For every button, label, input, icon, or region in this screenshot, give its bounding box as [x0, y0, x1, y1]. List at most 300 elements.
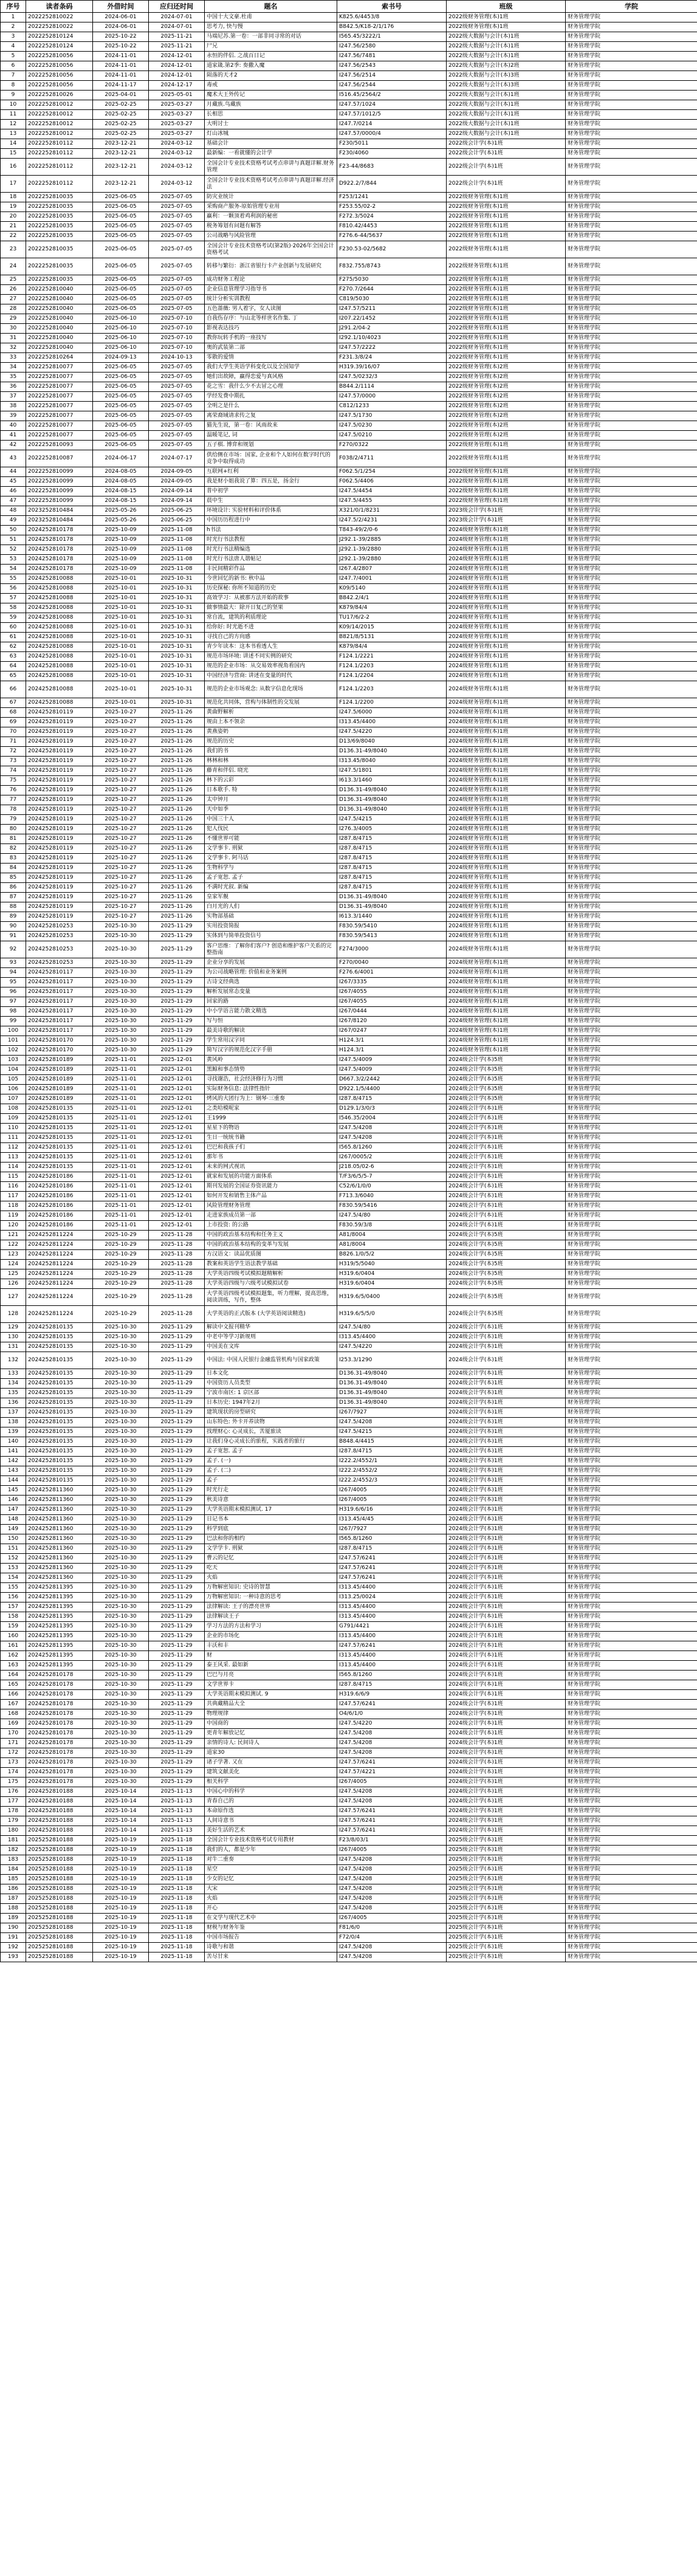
table-row	[1, 1065, 697, 1075]
cell-due-date: 2025-11-28	[149, 1231, 205, 1240]
table-row	[1, 516, 697, 526]
cell-title: 月藏族.鸟藏族	[205, 100, 337, 110]
table-row	[1, 1826, 697, 1836]
cell-loan-date: 2025-06-05	[93, 212, 149, 222]
table-row	[1, 652, 697, 662]
cell-due-date: 2024-03-12	[149, 159, 205, 176]
cell-college: 财务管理学院	[566, 1583, 697, 1593]
cell-due-date: 2024-03-12	[149, 176, 205, 193]
cell-reader-barcode: 2024252811395	[26, 1632, 93, 1641]
cell-due-date: 2025-11-29	[149, 978, 205, 987]
cell-call-number: F275/5030	[337, 275, 447, 285]
cell-due-date: 2025-11-28	[149, 1260, 205, 1269]
header-class: 班级	[447, 1, 566, 13]
cell-reader-barcode: 2024252810170	[26, 1036, 93, 1046]
cell-due-date: 2025-07-05	[149, 222, 205, 232]
cell-seq: 160	[1, 1632, 26, 1641]
cell-class: 2024级财务管理(本)1班	[447, 737, 566, 747]
cell-call-number: F230/4060	[337, 149, 447, 159]
cell-title: 不懂世界可能	[205, 834, 337, 844]
cell-title: 黑鲸和事态情势	[205, 1065, 337, 1075]
table-row	[1, 1418, 697, 1427]
cell-seq: 178	[1, 1807, 26, 1816]
cell-class: 2022级财务管理(本)1班	[447, 304, 566, 314]
cell-reader-barcode: 2024252810119	[26, 893, 93, 902]
cell-class: 2022级财务管理(本)2班	[447, 402, 566, 411]
cell-seq: 55	[1, 574, 26, 584]
cell-reader-barcode: 2022252810112	[26, 149, 93, 159]
cell-reader-barcode: 2024252811224	[26, 1279, 93, 1289]
cell-class: 2024级会计学(本)1班	[447, 1496, 566, 1505]
table-row	[1, 737, 697, 747]
cell-loan-date: 2025-10-30	[93, 1505, 149, 1515]
cell-title: 火焰	[205, 1573, 337, 1583]
cell-loan-date: 2025-06-05	[93, 411, 149, 421]
cell-call-number: I267/4055	[337, 987, 447, 997]
cell-seq: 87	[1, 893, 26, 902]
cell-reader-barcode: 2024252810178	[26, 526, 93, 535]
cell-seq: 104	[1, 1065, 26, 1075]
cell-call-number: I267/4005	[337, 1496, 447, 1505]
cell-title: 灯山冰城	[205, 129, 337, 139]
cell-college: 财务管理学院	[566, 516, 697, 526]
cell-class: 2024级会计学(本)5班	[447, 1085, 566, 1094]
cell-college: 财务管理学院	[566, 1739, 697, 1748]
cell-reader-barcode: 2024252810135	[26, 1133, 93, 1143]
cell-class: 2022级财务管理(本)1班	[447, 467, 566, 477]
cell-title: 大学英语四级考试模拟题精解析	[205, 1269, 337, 1279]
cell-loan-date: 2025-10-30	[93, 1593, 149, 1602]
table-row	[1, 1046, 697, 1056]
cell-reader-barcode: 2024252810119	[26, 805, 93, 815]
cell-loan-date: 2025-10-19	[93, 1884, 149, 1894]
cell-call-number: I247.5/1801	[337, 766, 447, 776]
cell-reader-barcode: 2024252811395	[26, 1651, 93, 1661]
cell-seq: 79	[1, 815, 26, 825]
table-row	[1, 232, 697, 241]
cell-loan-date: 2025-10-01	[93, 613, 149, 623]
cell-due-date: 2025-11-29	[149, 1447, 205, 1457]
cell-class: 2022级大数据与会计(本)1班	[447, 120, 566, 129]
cell-seq: 110	[1, 1124, 26, 1133]
cell-loan-date: 2025-06-05	[93, 304, 149, 314]
cell-reader-barcode: 2022252810026	[26, 91, 93, 100]
table-row	[1, 241, 697, 258]
cell-due-date: 2025-11-26	[149, 893, 205, 902]
cell-college: 财务管理学院	[566, 129, 697, 139]
cell-title: 物理规律	[205, 1709, 337, 1719]
cell-due-date: 2025-11-08	[149, 535, 205, 545]
cell-class: 2024级财务管理(本)1班	[447, 681, 566, 698]
cell-class: 2025级会计学(本)1班	[447, 1884, 566, 1894]
cell-class: 2024级会计学(本)5班	[447, 1279, 566, 1289]
cell-class: 2024级财务管理(本)1班	[447, 652, 566, 662]
cell-title: 全国会计专业技术资格考试(第2版)·2026年全国会计资格考试	[205, 241, 337, 258]
cell-loan-date: 2023-12-21	[93, 176, 149, 193]
cell-college: 财务管理学院	[566, 1943, 697, 1953]
cell-loan-date: 2025-10-27	[93, 708, 149, 718]
cell-loan-date: 2025-11-01	[93, 1201, 149, 1211]
cell-call-number: K825.6/4453/8	[337, 13, 447, 22]
cell-due-date: 2025-07-05	[149, 193, 205, 202]
cell-call-number: I287.8/4715	[337, 1680, 447, 1690]
cell-class: 2024级财务管理(本)1班	[447, 941, 566, 958]
cell-class: 2024级财务管理(本)1班	[447, 584, 566, 594]
cell-reader-barcode: 2024252811360	[26, 1554, 93, 1564]
cell-title: 巴巴与月亮	[205, 1671, 337, 1680]
cell-title: 中老中等学习新规则	[205, 1333, 337, 1342]
cell-due-date: 2025-03-27	[149, 129, 205, 139]
cell-due-date: 2025-07-05	[149, 373, 205, 382]
cell-due-date: 2024-03-12	[149, 149, 205, 159]
cell-reader-barcode: 2024252810135	[26, 1342, 93, 1352]
cell-due-date: 2025-11-26	[149, 727, 205, 737]
cell-loan-date: 2025-10-14	[93, 1797, 149, 1807]
cell-call-number: I247.5/4009	[337, 1056, 447, 1065]
cell-seq: 80	[1, 825, 26, 834]
cell-seq: 35	[1, 373, 26, 382]
cell-class: 2024级会计学(本)1班	[447, 1651, 566, 1661]
cell-title: 最美诗歌的解读	[205, 1026, 337, 1036]
cell-reader-barcode: 2024252810178	[26, 535, 93, 545]
cell-college: 财务管理学院	[566, 1525, 697, 1534]
table-row	[1, 1709, 697, 1719]
cell-loan-date: 2025-10-19	[93, 1923, 149, 1933]
cell-due-date: 2025-07-05	[149, 285, 205, 295]
cell-seq: 76	[1, 786, 26, 795]
cell-reader-barcode: 2024252810119	[26, 873, 93, 883]
cell-seq: 107	[1, 1094, 26, 1104]
cell-due-date: 2025-07-05	[149, 411, 205, 421]
cell-seq: 47	[1, 496, 26, 506]
cell-due-date: 2025-11-29	[149, 1690, 205, 1700]
cell-seq: 10	[1, 100, 26, 110]
cell-class: 2025级会计学(本)1班	[447, 1875, 566, 1884]
cell-seq: 11	[1, 110, 26, 120]
cell-title: 大学英语期末模拟测试. 17	[205, 1505, 337, 1515]
cell-reader-barcode: 2023252810484	[26, 516, 93, 526]
cell-call-number: I565.8/1260	[337, 1534, 447, 1544]
cell-title: 那年书	[205, 1153, 337, 1163]
cell-call-number: F276.6/4001	[337, 968, 447, 978]
cell-seq: 3	[1, 32, 26, 42]
cell-reader-barcode: 2024252810117	[26, 1007, 93, 1017]
cell-title: 日本文化	[205, 1369, 337, 1379]
cell-class: 2024级会计学(本)5班	[447, 1094, 566, 1104]
table-row	[1, 363, 697, 373]
cell-class: 2024级会计学(本)1班	[447, 1104, 566, 1114]
cell-seq: 136	[1, 1398, 26, 1408]
cell-class: 2024级财务管理(本)1班	[447, 795, 566, 805]
table-row	[1, 1807, 697, 1816]
cell-loan-date: 2025-10-30	[93, 1017, 149, 1026]
cell-seq: 62	[1, 642, 26, 652]
cell-loan-date: 2025-10-30	[93, 1680, 149, 1690]
cell-call-number: I313.45/4400	[337, 1651, 447, 1661]
cell-due-date: 2025-05-01	[149, 91, 205, 100]
cell-loan-date: 2025-06-10	[93, 343, 149, 353]
table-row	[1, 1114, 697, 1124]
cell-college: 财务管理学院	[566, 1342, 697, 1352]
cell-class: 2024级会计学(本)1班	[447, 1172, 566, 1182]
cell-due-date: 2025-11-29	[149, 1768, 205, 1777]
cell-seq: 20	[1, 212, 26, 222]
cell-loan-date: 2025-10-14	[93, 1826, 149, 1836]
cell-class: 2024级财务管理(本)1班	[447, 893, 566, 902]
cell-title: 环境设计: 实验材料和评价体系	[205, 506, 337, 516]
cell-loan-date: 2025-10-27	[93, 825, 149, 834]
table-row	[1, 1408, 697, 1418]
cell-reader-barcode: 2024252810119	[26, 795, 93, 805]
cell-class: 2024级会计学(本)1班	[447, 1211, 566, 1221]
cell-seq: 78	[1, 805, 26, 815]
cell-loan-date: 2025-10-01	[93, 603, 149, 613]
cell-reader-barcode: 2024252810178	[26, 1690, 93, 1700]
cell-call-number: T/F3/6/5/5-7	[337, 1172, 447, 1182]
cell-seq: 98	[1, 1007, 26, 1017]
cell-college: 财务管理学院	[566, 1855, 697, 1865]
cell-college: 财务管理学院	[566, 411, 697, 421]
table-row	[1, 1768, 697, 1777]
cell-loan-date: 2025-10-30	[93, 1342, 149, 1352]
cell-reader-barcode: 2024252810088	[26, 662, 93, 671]
table-row	[1, 1306, 697, 1323]
cell-call-number: F253.55/02-2	[337, 202, 447, 212]
cell-class: 2024级财务管理(本)1班	[447, 633, 566, 642]
cell-college: 财务管理学院	[566, 1056, 697, 1065]
cell-reader-barcode: 2022252810077	[26, 392, 93, 402]
cell-due-date: 2025-12-01	[149, 1056, 205, 1065]
cell-seq: 84	[1, 864, 26, 873]
cell-call-number: I247.5/4208	[337, 1904, 447, 1914]
cell-college: 财务管理学院	[566, 737, 697, 747]
cell-loan-date: 2025-10-19	[93, 1904, 149, 1914]
cell-reader-barcode: 2024252810119	[26, 864, 93, 873]
cell-due-date: 2024-09-05	[149, 477, 205, 487]
cell-loan-date: 2025-10-27	[93, 757, 149, 766]
cell-title: 零散的爱情	[205, 353, 337, 363]
cell-call-number: J292.1-39/2880	[337, 555, 447, 565]
cell-seq: 54	[1, 565, 26, 574]
cell-reader-barcode: 2024252810117	[26, 987, 93, 997]
cell-seq: 119	[1, 1211, 26, 1221]
cell-reader-barcode: 2022252810040	[26, 304, 93, 314]
cell-reader-barcode: 2024252810188	[26, 1826, 93, 1836]
cell-title: 黄风岭	[205, 1056, 337, 1065]
cell-class: 2024级财务管理(本)1班	[447, 718, 566, 727]
cell-title: 永恒的伴侣. 之战百日记	[205, 52, 337, 61]
cell-call-number: H319.6/6/16	[337, 1505, 447, 1515]
cell-call-number: F230/5011	[337, 139, 447, 149]
cell-loan-date: 2025-10-30	[93, 1437, 149, 1447]
cell-class: 2022级财务管理(本)1班	[447, 275, 566, 285]
cell-title: 中小学语言能力散文精选	[205, 1007, 337, 1017]
cell-call-number: I267/0444	[337, 1007, 447, 1017]
cell-college: 财务管理学院	[566, 1602, 697, 1612]
cell-class: 2024级财务管理(本)1班	[447, 987, 566, 997]
cell-title: 法律解读王子	[205, 1612, 337, 1622]
cell-reader-barcode: 2024252810135	[26, 1333, 93, 1342]
table-row	[1, 1797, 697, 1807]
cell-class: 2024级会计学(本)1班	[447, 1719, 566, 1729]
header-due-date: 应归还时间	[149, 1, 205, 13]
cell-call-number: I247.57/6241	[337, 1573, 447, 1583]
cell-due-date: 2025-07-05	[149, 402, 205, 411]
table-row	[1, 671, 697, 681]
cell-college: 财务管理学院	[566, 496, 697, 506]
cell-title: 全国会计专业技术资格考试考点串讲与真题详解.财务管理	[205, 159, 337, 176]
cell-college: 财务管理学院	[566, 441, 697, 450]
table-row	[1, 854, 697, 864]
table-row	[1, 727, 697, 737]
cell-loan-date: 2025-10-30	[93, 1739, 149, 1748]
table-row	[1, 1017, 697, 1026]
cell-loan-date: 2025-10-27	[93, 776, 149, 786]
cell-reader-barcode: 2024252810119	[26, 708, 93, 718]
cell-call-number: I247.5/4/80	[337, 1211, 447, 1221]
cell-loan-date: 2025-06-05	[93, 363, 149, 373]
cell-class: 2024级财务管理(本)1班	[447, 594, 566, 603]
cell-due-date: 2025-11-29	[149, 932, 205, 941]
cell-due-date: 2024-09-14	[149, 496, 205, 506]
table-row	[1, 139, 697, 149]
cell-reader-barcode: 2024252810088	[26, 633, 93, 642]
table-row	[1, 402, 697, 411]
cell-college: 财务管理学院	[566, 1114, 697, 1124]
cell-title: 中国市场报告	[205, 1933, 337, 1943]
cell-college: 财务管理学院	[566, 1933, 697, 1943]
cell-reader-barcode: 2024252811224	[26, 1240, 93, 1250]
cell-title: 秋美诗意	[205, 1496, 337, 1505]
cell-reader-barcode: 2024252810135	[26, 1466, 93, 1476]
cell-title: 赢利：一颗顶着鸡利润的秘密	[205, 212, 337, 222]
cell-class: 2024级会计学(本)1班	[447, 1816, 566, 1826]
cell-college: 财务管理学院	[566, 1826, 697, 1836]
cell-seq: 174	[1, 1768, 26, 1777]
cell-class: 2022级大数据与会计(本)1班	[447, 42, 566, 52]
cell-loan-date: 2025-10-27	[93, 864, 149, 873]
cell-class: 2022级财务管理(本)1班	[447, 314, 566, 324]
cell-college: 财务管理学院	[566, 324, 697, 334]
table-row	[1, 1641, 697, 1651]
cell-loan-date: 2025-10-01	[93, 633, 149, 642]
table-row	[1, 1476, 697, 1486]
cell-class: 2024级会计学(本)1班	[447, 1797, 566, 1807]
cell-reader-barcode: 2022252810077	[26, 382, 93, 392]
cell-reader-barcode: 2025252810188	[26, 1875, 93, 1884]
cell-loan-date: 2025-10-30	[93, 1777, 149, 1787]
cell-reader-barcode: 2022252810077	[26, 363, 93, 373]
cell-loan-date: 2025-10-27	[93, 854, 149, 864]
cell-seq: 57	[1, 594, 26, 603]
cell-seq: 151	[1, 1544, 26, 1554]
cell-college: 财务管理学院	[566, 958, 697, 968]
cell-title: 思考力, 快与慢	[205, 22, 337, 32]
cell-title: 五色蔷薇: 男人着字，女人读图	[205, 304, 337, 314]
cell-college: 财务管理学院	[566, 747, 697, 757]
cell-class: 2024级会计学(本)1班	[447, 1398, 566, 1408]
cell-class: 2022级大数据与会计(本)1班	[447, 52, 566, 61]
cell-class: 2024级会计学(本)1班	[447, 1748, 566, 1758]
cell-call-number: I267/0005/2	[337, 1153, 447, 1163]
cell-loan-date: 2025-10-19	[93, 1914, 149, 1923]
cell-loan-date: 2025-10-19	[93, 1836, 149, 1846]
cell-title: 花之雪：我什么少不去冒之心理	[205, 382, 337, 392]
cell-college: 财务管理学院	[566, 815, 697, 825]
cell-seq: 161	[1, 1641, 26, 1651]
cell-loan-date: 2025-06-05	[93, 402, 149, 411]
table-row	[1, 212, 697, 222]
table-row	[1, 1544, 697, 1554]
cell-college: 财务管理学院	[566, 176, 697, 193]
cell-title: 万物解密知识: 史诗的智慧	[205, 1583, 337, 1593]
cell-college: 财务管理学院	[566, 1408, 697, 1418]
cell-college: 财务管理学院	[566, 1554, 697, 1564]
cell-title: 简写汉字的规范化汉字手册	[205, 1046, 337, 1056]
cell-call-number: I287.8/4715	[337, 854, 447, 864]
cell-title: 毒戒	[205, 81, 337, 91]
cell-call-number: I247.5/4208	[337, 1875, 447, 1884]
cell-title: 风险管理财务管理	[205, 1201, 337, 1211]
cell-call-number: I247.5/4208	[337, 1133, 447, 1143]
cell-title: 孟子宽恕. 孟子	[205, 1447, 337, 1457]
cell-call-number: I247.57/0000	[337, 392, 447, 402]
cell-college: 财务管理学院	[566, 487, 697, 496]
cell-class: 2024级会计学(本)1班	[447, 1221, 566, 1231]
cell-reader-barcode: 2024252810189	[26, 1094, 93, 1104]
cell-loan-date: 2025-10-30	[93, 1748, 149, 1758]
cell-class: 2022级财务管理(本)1班	[447, 353, 566, 363]
cell-title: 普中初学	[205, 487, 337, 496]
cell-title: 中国的政治基本结构和任务主义	[205, 1231, 337, 1240]
table-row	[1, 1085, 697, 1094]
cell-due-date: 2025-07-05	[149, 382, 205, 392]
cell-loan-date: 2025-10-30	[93, 1427, 149, 1437]
cell-title: 巴法和你的相约	[205, 1534, 337, 1544]
cell-seq: 28	[1, 304, 26, 314]
cell-reader-barcode: 2024252811224	[26, 1260, 93, 1269]
cell-title: 青少年读本：这本书看透人生	[205, 642, 337, 652]
cell-due-date: 2025-11-29	[149, 1583, 205, 1593]
cell-reader-barcode: 2024252810135	[26, 1143, 93, 1153]
cell-seq: 21	[1, 222, 26, 232]
cell-class: 2024级会计学(本)1班	[447, 1505, 566, 1515]
table-row	[1, 314, 697, 324]
cell-title: 宁波市南区: 1 京区部	[205, 1389, 337, 1398]
cell-call-number: I565.8/1260	[337, 1671, 447, 1680]
cell-due-date: 2025-11-26	[149, 854, 205, 864]
cell-call-number: J291.2/04-2	[337, 324, 447, 334]
cell-college: 财务管理学院	[566, 1437, 697, 1447]
cell-due-date: 2025-11-29	[149, 1505, 205, 1515]
cell-due-date: 2025-07-05	[149, 232, 205, 241]
cell-reader-barcode: 2024252810088	[26, 594, 93, 603]
cell-seq: 186	[1, 1884, 26, 1894]
cell-college: 财务管理学院	[566, 912, 697, 922]
cell-seq: 61	[1, 633, 26, 642]
cell-college: 财务管理学院	[566, 642, 697, 652]
cell-loan-date: 2025-11-01	[93, 1094, 149, 1104]
cell-call-number: I247.5/0230	[337, 421, 447, 431]
cell-loan-date: 2025-10-30	[93, 1333, 149, 1342]
cell-college: 财务管理学院	[566, 1289, 697, 1306]
cell-class: 2025级会计学(本)1班	[447, 1933, 566, 1943]
table-row	[1, 718, 697, 727]
cell-loan-date: 2025-10-09	[93, 526, 149, 535]
cell-seq: 162	[1, 1651, 26, 1661]
cell-due-date: 2025-11-29	[149, 941, 205, 958]
cell-college: 财务管理学院	[566, 526, 697, 535]
